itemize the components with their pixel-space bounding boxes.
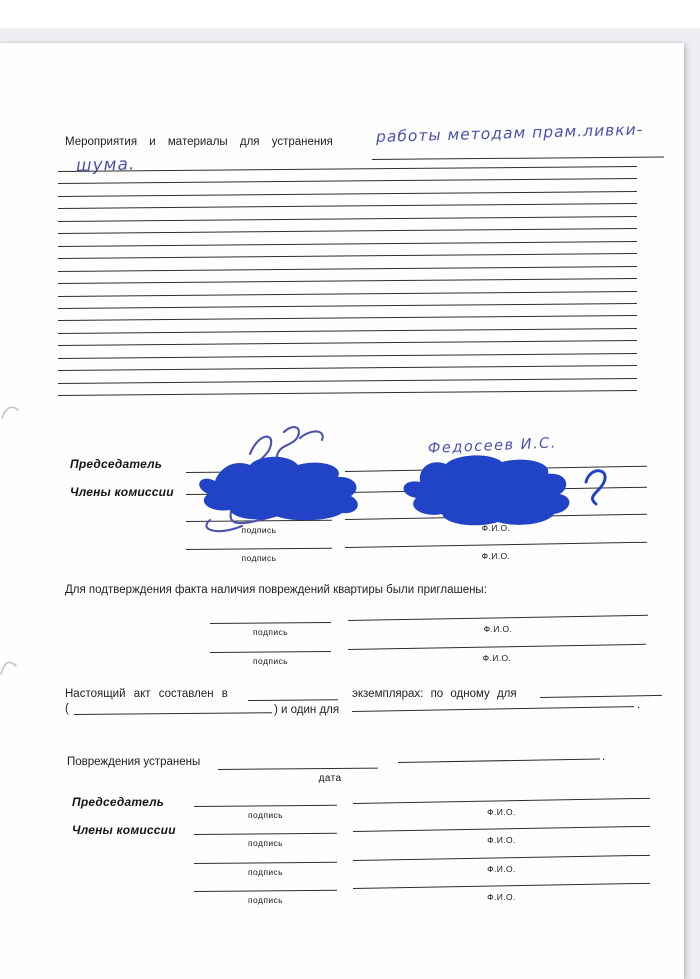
ruled-line (58, 390, 637, 396)
ruled-line (58, 228, 637, 234)
ruled-line (58, 353, 637, 359)
ruled-line (58, 290, 637, 296)
name-line (353, 855, 650, 861)
blank-line (248, 699, 338, 701)
name-caption: Ф.И.О. (482, 653, 512, 663)
header-text: Мероприятия и материалы для устранения (65, 136, 333, 148)
handwritten-measures-line2: шума. (75, 154, 136, 176)
page-curl-marks (0, 398, 22, 698)
chairman-label-top: Председатель (70, 457, 163, 471)
name-caption: Ф.И.О. (487, 864, 516, 874)
ruled-line (58, 303, 637, 309)
members-label-top: Члены комиссии (70, 485, 174, 499)
witnesses-text: Для подтверждения факта наличия повреждений квартиры были приглашены: (65, 584, 487, 596)
signature-caption: подпись (253, 656, 288, 666)
date-caption: дата (318, 773, 342, 784)
ink-overlay (180, 420, 640, 575)
ruled-line-first (372, 156, 664, 160)
ruled-line (58, 365, 637, 371)
signature-caption: подпись (241, 553, 277, 563)
signature-line (210, 651, 331, 653)
blank-line (398, 758, 600, 763)
repairs-text: Повреждения устранены (67, 756, 201, 768)
redaction-scribble-right (404, 455, 606, 525)
ruled-line (58, 216, 637, 222)
ruled-line (58, 253, 637, 259)
copies-open-paren: ( (65, 703, 69, 715)
copies-text-1: Настоящий акт составлен в (65, 688, 228, 700)
signature-line (194, 862, 337, 864)
members-label-bottom: Члены комиссии (72, 823, 176, 837)
ruled-line (58, 203, 637, 209)
ruled-line (58, 191, 637, 197)
name-caption: Ф.И.О. (487, 807, 516, 817)
blank-line (352, 706, 634, 712)
name-line (353, 826, 650, 832)
signature-caption: подпись (248, 838, 283, 848)
name-caption: Ф.И.О. (481, 551, 511, 561)
document-page (0, 43, 684, 979)
ruled-line (58, 241, 637, 247)
name-caption: Ф.И.О. (487, 892, 516, 902)
handwritten-measures-line1: работы методам прам.ливки- (375, 120, 644, 146)
signature-line (194, 890, 337, 892)
handwritten-chairman-name: Федосеев И.С. (427, 435, 558, 457)
ruled-line (58, 278, 637, 284)
signature-line (194, 805, 337, 807)
redaction-scribble-left (199, 457, 358, 521)
blank-line (540, 695, 662, 698)
copies-text-2: экземплярах: по одному для (352, 688, 517, 700)
repairs-period: . (602, 751, 606, 763)
ruled-line (58, 378, 637, 384)
blank-line (74, 712, 272, 715)
ruled-line (58, 340, 637, 346)
name-line (353, 798, 650, 804)
signature-caption: подпись (241, 525, 277, 535)
date-line (218, 768, 378, 771)
signature-caption: подпись (253, 627, 288, 637)
signature-line (210, 622, 331, 624)
ruled-line (58, 266, 637, 272)
ruled-line (58, 315, 637, 321)
copies-period: . (637, 699, 641, 711)
signature-caption: подпись (248, 867, 283, 877)
ruled-line (58, 166, 637, 172)
name-line (353, 883, 650, 889)
name-caption: Ф.И.О. (481, 523, 511, 533)
chairman-label-bottom: Председатель (72, 795, 165, 809)
signature-line (194, 833, 337, 835)
name-line (348, 644, 646, 650)
signature-caption: подпись (248, 810, 283, 820)
name-caption: Ф.И.О. (483, 624, 513, 634)
ruled-line (58, 328, 637, 334)
name-caption: Ф.И.О. (487, 835, 516, 845)
signature-caption: подпись (248, 895, 283, 905)
name-line (348, 615, 648, 621)
ruled-line (58, 178, 637, 184)
copies-text-3: ) и один для (274, 704, 340, 716)
